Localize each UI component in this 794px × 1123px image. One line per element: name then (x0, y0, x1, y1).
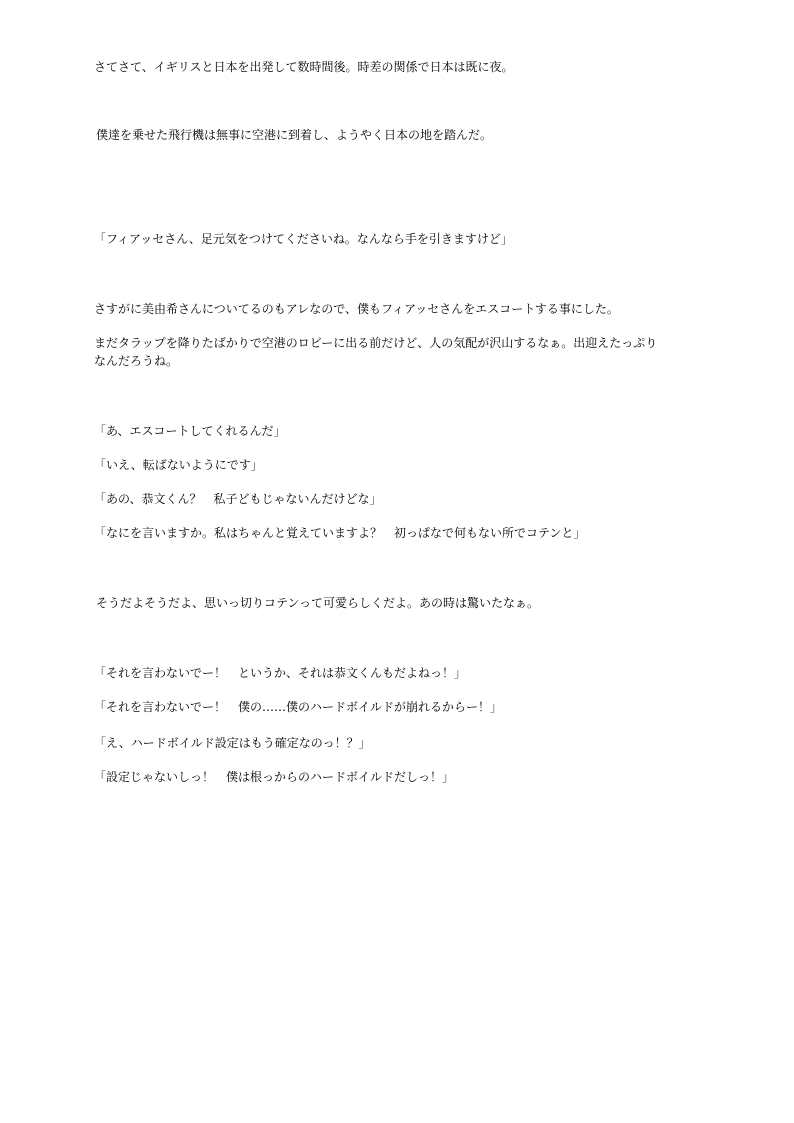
dialogue-1: 「フィアッセさん、足元気をつけてくださいね。なんなら手を引きますけど」 (94, 232, 513, 246)
dialogue-8: 「え、ハードボイルド設定はもう確定なのっ！？」 (94, 736, 371, 750)
dialogue-9: 「設定じゃないしっ！ 僕は根っからのハードボイルドだしっ！」 (94, 770, 455, 784)
dialogue-3: 「いえ、転ばないようにです」 (94, 458, 263, 472)
dialogue-4: 「あの、恭文くん？ 私子どもじゃないんだけどな」 (94, 492, 382, 506)
paragraph-5: そうだよそうだよ、思いっ切りコテンって可愛らしくだよ。あの時は驚いたなぁ。 (96, 596, 540, 610)
paragraph-3: さすがに美由希さんについてるのもアレなので、僕もフィアッセさんをエスコートする事にした。 (94, 302, 619, 316)
dialogue-6: 「それを言わないでー！ というか、それは恭文くんもだよねっ！」 (94, 666, 467, 680)
paragraph-2: 僕達を乗せた飛行機は無事に空港に到着し、ようやく日本の地を踏んだ。 (96, 128, 493, 142)
paragraph-1: さてさて、イギリスと日本を出発して数時間後。時差の関係で日本は既に夜。 (94, 60, 514, 74)
paragraph-4: まだタラップを降りたばかりで空港のロビーに出る前だけど、人の気配が沢山するなぁ。出迎えたっぷりなんだろうね。 (94, 336, 658, 368)
dialogue-5: 「なにを言いますか。私はちゃんと覚えていますよ？ 初っぱなで何もない所でコテンと」 (94, 526, 586, 540)
dialogue-2: 「あ、エスコートしてくれるんだ」 (94, 424, 286, 438)
dialogue-7: 「それを言わないでー！ 僕の……僕のハードボイルドが崩れるからー！」 (94, 700, 503, 714)
